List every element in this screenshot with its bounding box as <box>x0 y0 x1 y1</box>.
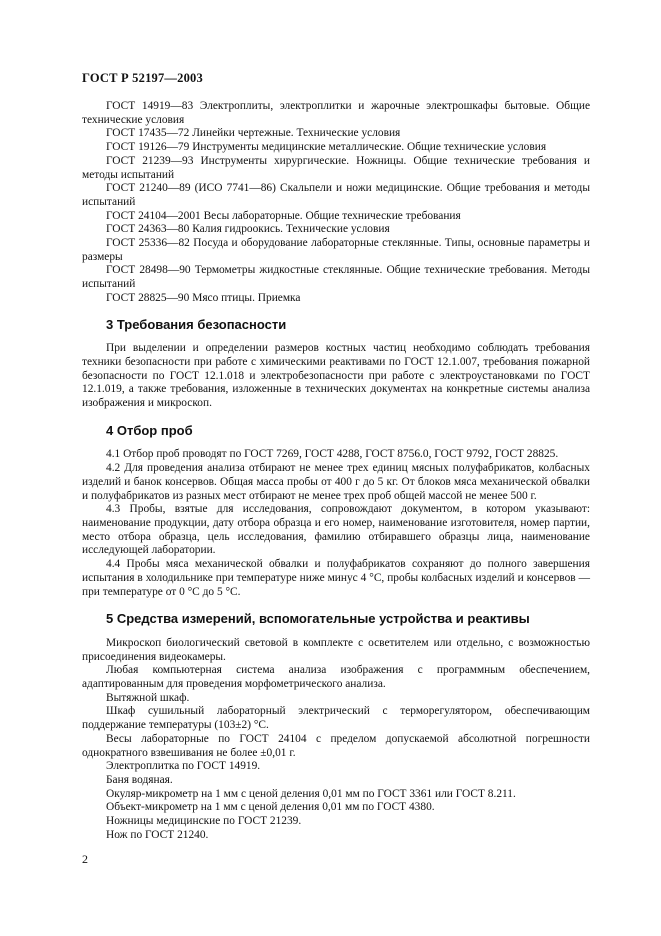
reference-text: Посуда и оборудование лабораторные стеклянные. Типы, основные параметры и размеры <box>82 237 590 263</box>
page-number: 2 <box>82 852 88 866</box>
reference-text: Калия гидроокись. Технические условия <box>192 223 390 236</box>
section-heading-instruments: 5 Средства измерений, вспомогательные устройства и реактивы <box>106 611 530 627</box>
paragraph: Окуляр-микрометр на 1 мм с ценой деления 0,01 мм по ГОСТ 3361 или ГОСТ 8.211. <box>106 787 516 800</box>
paragraph: 4.3 Пробы, взятые для исследования, сопровождают документом, в котором указывают: наименование продукции, дату отбора образца и его номер, наименование изготовителя, номер партии, место отбора образца, цель исследования, фамилию отбиравшего образцы лица, наименование исследующей лаборатории. <box>82 503 590 557</box>
paragraph: Шкаф сушильный лабораторный электрический с терморегулятором, обеспечивающим поддержание температуры (103±2) °С. <box>82 705 590 732</box>
paragraph: Объект-микрометр на 1 мм с ценой деления 0,01 мм по ГОСТ 4380. <box>106 801 435 814</box>
paragraph: 4.1 Отбор проб проводят по ГОСТ 7269, ГОСТ 4288, ГОСТ 8756.0, ГОСТ 9792, ГОСТ 28825. <box>106 448 559 461</box>
reference-item <box>82 155 590 182</box>
paragraph: Нож по ГОСТ 21240. <box>106 828 209 841</box>
reference-item <box>82 210 590 224</box>
reference-item <box>82 264 590 291</box>
reference-text: Весы лабораторные. Общие технические требования <box>203 209 461 222</box>
paragraph: Микроскоп биологический световой в комплекте с осветителем или отдельно, с возможностью присоединения видеокамеры. <box>82 636 590 663</box>
paragraph: Баня водяная. <box>106 773 173 786</box>
reference-text: Термометры жидкостные стеклянные. Общие технические требования. Методы испытаний <box>82 264 590 291</box>
paragraph: При выделении и определении размеров костных частиц необходимо соблюдать требования техники безопасности при работе с химическими реактивами по ГОСТ 12.1.007, требования пожарной безопасности по ГОСТ 12.1.018 и электробезопасности при работе с электроустановками по ГОСТ 12.1.019, а также требования, изложенные в технических документах на конкретные системы анализа изображения и микроскоп. <box>82 342 590 410</box>
reference-item <box>82 182 590 209</box>
reference-text: Скальпели и ножи медицинские. Общие требования и методы испытаний <box>82 182 590 208</box>
reference-code: ГОСТ 19126—79 <box>106 141 190 154</box>
paragraph: Весы лабораторные по ГОСТ 24104 с пределом допускаемой абсолютной погрешности однократного взвешивания не более ±0,01 г. <box>82 732 590 759</box>
paragraph: Ножницы медицинские по ГОСТ 21239. <box>106 815 302 828</box>
page-header: ГОСТ Р 52197—2003 <box>82 71 203 85</box>
reference-code: ГОСТ 17435—72 <box>106 127 190 140</box>
reference-text: Мясо птицы. Приемка <box>192 291 301 304</box>
paragraph: Электроплитка по ГОСТ 14919. <box>106 760 261 773</box>
reference-item <box>82 292 590 306</box>
paragraph: 4.4 Пробы мяса механической обвалки и полуфабрикатов сохраняют до полного завершения испытания в холодильнике при температуре ниже минус 4 °С, пробы колбасных изделий и консервов — при температуре от 0 °С до 5 °С. <box>82 558 590 598</box>
reference-item <box>82 237 590 264</box>
reference-code: ГОСТ 21240—89 (ИСО 7741—86) <box>106 182 276 195</box>
section-heading-safety: 3 Требования безопасности <box>106 316 287 332</box>
reference-code: ГОСТ 24104—2001 <box>106 209 201 222</box>
reference-code: ГОСТ 21239—93 <box>106 154 194 167</box>
reference-text: Линейки чертежные. Технические условия <box>192 127 401 140</box>
reference-code: ГОСТ 24363—80 <box>106 223 190 236</box>
reference-item <box>82 127 590 141</box>
paragraph: 4.2 Для проведения анализа отбирают не менее трех единиц мясных полуфабрикатов, колбасных изделий и банок консервов. Общая масса пробы от 400 г до 5 кг. От блоков мяса механической обвалки и полуфабрикатов из разных мест отбирают не менее трех проб общей массой не менее 500 г. <box>82 462 590 502</box>
reference-item <box>82 223 590 237</box>
section-heading-sampling: 4 Отбор проб <box>106 422 193 438</box>
paragraph: Вытяжной шкаф. <box>106 691 190 704</box>
document-body <box>82 100 590 842</box>
reference-code: ГОСТ 28498—90 <box>106 264 191 277</box>
reference-code: ГОСТ 14919—83 <box>106 100 194 112</box>
paragraph: Любая компьютерная система анализа изображения с программным обеспечением, адаптированным для проведения морфометрического анализа. <box>82 664 590 691</box>
reference-text: Электроплиты, электроплитки и жарочные электрошкафы бытовые. Общие технические условия <box>82 100 591 126</box>
reference-code: ГОСТ 25336—82 <box>106 237 190 250</box>
reference-item <box>82 100 590 127</box>
reference-text: Инструменты хирургические. Ножницы. Общие технические требования и методы испытаний <box>82 154 590 181</box>
reference-item <box>82 141 590 155</box>
normative-references <box>82 100 590 306</box>
reference-text: Инструменты медицинские металлические. Общие технические условия <box>192 141 547 154</box>
reference-code: ГОСТ 28825—90 <box>106 291 190 304</box>
